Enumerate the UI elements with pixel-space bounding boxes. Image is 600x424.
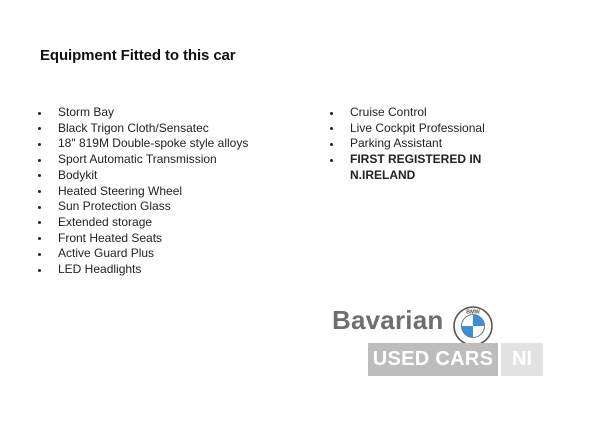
equipment-list-right [330,105,500,184]
list-item: Storm Bay [38,105,298,121]
brand-name: Bavarian [332,305,444,335]
bmw-roundel-icon [453,306,493,346]
roundel-letters: BMW [466,309,480,316]
list-item: Sport Automatic Transmission [38,152,298,168]
list-item: Front Heated Seats [38,231,298,247]
list-item: Sun Protection Glass [38,199,298,215]
list-item: Cruise Control [330,105,500,121]
list-item: Extended storage [38,215,298,231]
list-item: LED Headlights [38,262,298,278]
equipment-list-left [38,105,298,278]
dealer-logo [330,305,545,380]
used-cars-banner: USED CARS [368,343,498,376]
list-item: Black Trigon Cloth/Sensatec [38,121,298,137]
region-badge: NI [501,343,543,376]
list-item: Live Cockpit Professional [330,121,500,137]
list-item: Bodykit [38,168,298,184]
list-item-highlight: FIRST REGISTERED IN N.IRELAND [330,152,500,183]
list-item: Active Guard Plus [38,246,298,262]
list-item: 18" 819M Double-spoke style alloys [38,136,298,152]
page-title: Equipment Fitted to this car [40,47,236,65]
list-item: Parking Assistant [330,136,500,152]
list-item: Heated Steering Wheel [38,184,298,200]
